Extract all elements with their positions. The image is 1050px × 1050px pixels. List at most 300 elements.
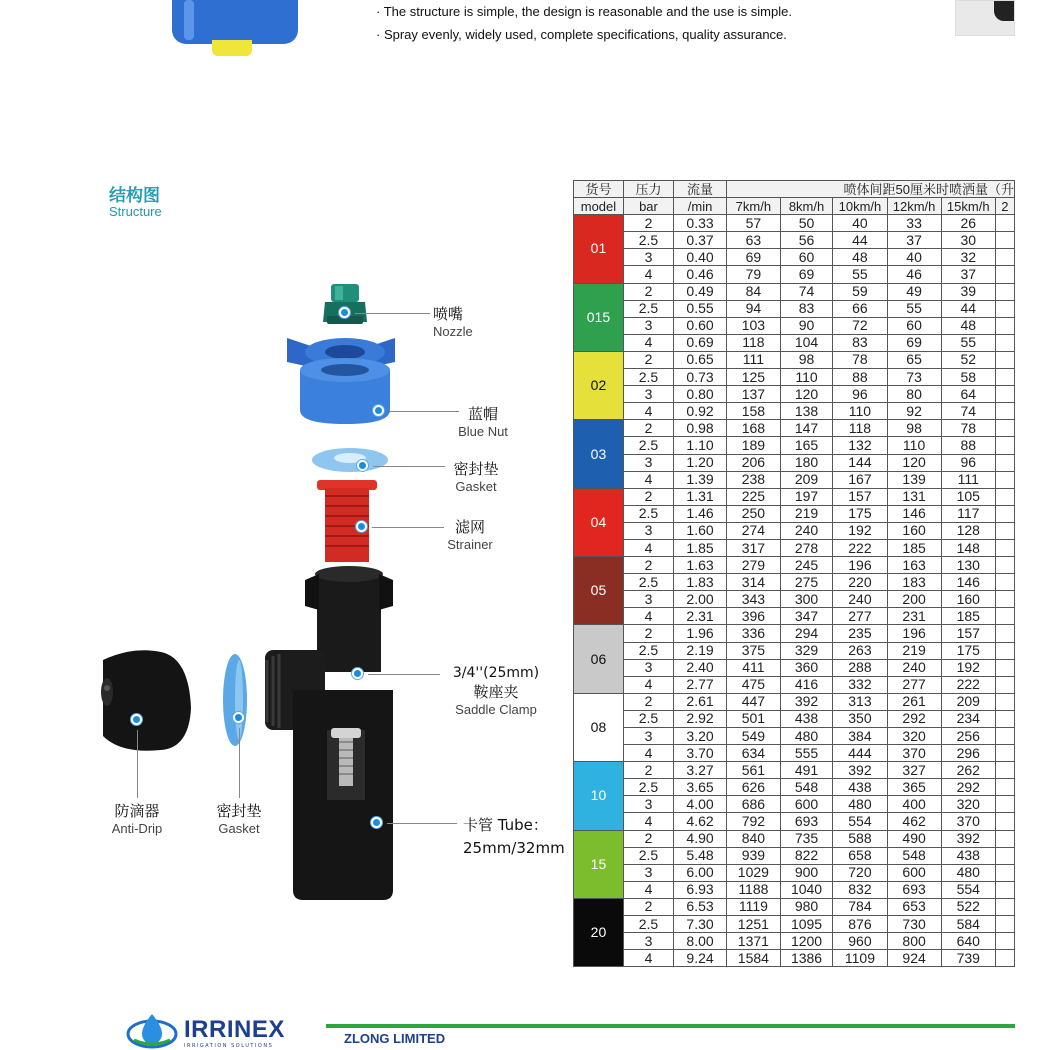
water-drop-icon <box>126 1010 178 1050</box>
table-cell: 0.49 <box>674 283 727 300</box>
table-cell: 329 <box>780 642 833 659</box>
table-cell: 1.20 <box>674 454 727 471</box>
table-cell: 0.46 <box>674 266 727 283</box>
table-cell: 4.00 <box>674 796 727 813</box>
table-cell: 3 <box>623 386 673 403</box>
table-cell: 800 <box>887 933 941 950</box>
table-cell: 1.60 <box>674 522 727 539</box>
table-cell: 2.92 <box>674 710 727 727</box>
table-cell: 4.62 <box>674 813 727 830</box>
table-cell: 118 <box>833 420 887 437</box>
table-cell: 292 <box>941 779 995 796</box>
model-cell: 03 <box>574 420 624 488</box>
table-cell: 3.20 <box>674 728 727 745</box>
table-cell: 370 <box>887 745 941 762</box>
speed-header: 15km/h <box>941 198 995 215</box>
table-cell: 146 <box>941 574 995 591</box>
table-cell-clipped <box>995 505 1014 522</box>
strainer-label: 滤网 Strainer <box>447 518 493 552</box>
table-cell: 30 <box>941 232 995 249</box>
table-cell: 2 <box>623 283 673 300</box>
table-cell: 2 <box>623 557 673 574</box>
table-cell: 48 <box>941 317 995 334</box>
table-row <box>574 522 1015 539</box>
table-cell: 189 <box>727 437 781 454</box>
table-cell: 2 <box>623 351 673 368</box>
table-cell: 653 <box>887 898 941 915</box>
table-row <box>574 608 1015 625</box>
table-cell: 2.5 <box>623 505 673 522</box>
table-cell: 2.5 <box>623 437 673 454</box>
table-cell-clipped <box>995 710 1014 727</box>
table-cell-clipped <box>995 283 1014 300</box>
table-cell: 0.33 <box>674 215 727 232</box>
table-cell: 640 <box>941 933 995 950</box>
table-cell: 939 <box>727 847 781 864</box>
table-cell: 3 <box>623 522 673 539</box>
table-row <box>574 539 1015 556</box>
table-cell: 1119 <box>727 898 781 915</box>
table-row <box>574 300 1015 317</box>
table-row <box>574 864 1015 881</box>
speed-header: 7km/h <box>727 198 781 215</box>
table-cell: 175 <box>833 505 887 522</box>
model-cell: 08 <box>574 693 624 761</box>
footer-divider <box>326 1024 1015 1028</box>
table-cell: 384 <box>833 728 887 745</box>
table-cell: 146 <box>887 505 941 522</box>
table-cell: 157 <box>941 625 995 642</box>
table-cell: 262 <box>941 762 995 779</box>
table-cell: 4 <box>623 745 673 762</box>
table-cell: 40 <box>833 215 887 232</box>
table-cell: 3.27 <box>674 762 727 779</box>
table-cell-clipped <box>995 779 1014 796</box>
table-cell: 327 <box>887 762 941 779</box>
table-cell: 279 <box>727 557 781 574</box>
table-cell: 876 <box>833 916 887 933</box>
table-cell: 55 <box>887 300 941 317</box>
table-cell: 336 <box>727 625 781 642</box>
table-cell: 739 <box>941 950 995 967</box>
table-cell-clipped <box>995 625 1014 642</box>
table-cell: 157 <box>833 488 887 505</box>
table-cell: 491 <box>780 762 833 779</box>
table-row <box>574 403 1015 420</box>
table-cell: 4 <box>623 539 673 556</box>
table-cell: 92 <box>887 403 941 420</box>
table-cell-clipped <box>995 796 1014 813</box>
table-cell: 4 <box>623 950 673 967</box>
table-cell: 0.98 <box>674 420 727 437</box>
saddle-clamp-label: 3/4''(25mm) 鞍座夹 Saddle Clamp <box>452 665 540 717</box>
structure-title-en: Structure <box>109 204 162 219</box>
table-cell: 60 <box>780 249 833 266</box>
table-cell: 80 <box>887 386 941 403</box>
table-cell: 658 <box>833 847 887 864</box>
table-cell: 784 <box>833 898 887 915</box>
table-row <box>574 266 1015 283</box>
table-cell: 3 <box>623 317 673 334</box>
table-cell: 2 <box>623 488 673 505</box>
table-cell: 167 <box>833 471 887 488</box>
company-name: ZLONG LIMITED <box>344 1031 446 1046</box>
table-cell: 438 <box>780 710 833 727</box>
table-cell: 183 <box>887 574 941 591</box>
table-cell: 300 <box>780 591 833 608</box>
table-cell: 98 <box>780 351 833 368</box>
table-row <box>574 437 1015 454</box>
table-cell: 3.65 <box>674 779 727 796</box>
table-row <box>574 317 1015 334</box>
table-cell: 600 <box>780 796 833 813</box>
table-cell: 163 <box>887 557 941 574</box>
table-cell: 588 <box>833 830 887 847</box>
table-cell: 55 <box>833 266 887 283</box>
table-cell: 2 <box>623 215 673 232</box>
table-cell-clipped <box>995 881 1014 898</box>
table-cell: 2 <box>623 625 673 642</box>
table-cell: 4 <box>623 403 673 420</box>
table-cell: 222 <box>833 539 887 556</box>
table-cell: 55 <box>941 334 995 351</box>
table-body <box>574 215 1015 967</box>
table-cell: 4 <box>623 266 673 283</box>
table-cell: 626 <box>727 779 781 796</box>
table-cell: 4 <box>623 676 673 693</box>
model-cell: 05 <box>574 557 624 625</box>
table-cell: 37 <box>941 266 995 283</box>
table-row <box>574 283 1015 300</box>
table-cell: 111 <box>941 471 995 488</box>
table-cell: 411 <box>727 659 781 676</box>
table-cell: 274 <box>727 522 781 539</box>
table-cell: 44 <box>941 300 995 317</box>
table-row <box>574 950 1015 967</box>
table-cell: 7.30 <box>674 916 727 933</box>
table-cell-clipped <box>995 300 1014 317</box>
table-cell: 2.5 <box>623 642 673 659</box>
table-cell: 444 <box>833 745 887 762</box>
table-cell: 320 <box>941 796 995 813</box>
gasket-label: 密封垫 Gasket <box>453 460 499 494</box>
table-cell: 924 <box>887 950 941 967</box>
table-cell: 64 <box>941 386 995 403</box>
table-cell-clipped <box>995 728 1014 745</box>
speed-header: 2 <box>995 198 1014 215</box>
table-row <box>574 334 1015 351</box>
table-cell: 49 <box>887 283 941 300</box>
table-cell: 3 <box>623 796 673 813</box>
table-cell: 209 <box>941 693 995 710</box>
table-cell: 693 <box>887 881 941 898</box>
side-gasket-label: 密封垫 Gasket <box>216 802 262 836</box>
table-row <box>574 351 1015 368</box>
table-cell: 66 <box>833 300 887 317</box>
table-cell: 277 <box>833 608 887 625</box>
model-cell: 10 <box>574 762 624 830</box>
table-cell: 74 <box>780 283 833 300</box>
table-cell-clipped <box>995 847 1014 864</box>
table-cell-clipped <box>995 232 1014 249</box>
table-cell-clipped <box>995 557 1014 574</box>
table-cell: 200 <box>887 591 941 608</box>
table-cell: 120 <box>887 454 941 471</box>
table-cell: 561 <box>727 762 781 779</box>
table-cell: 554 <box>941 881 995 898</box>
table-cell: 288 <box>833 659 887 676</box>
table-cell: 137 <box>727 386 781 403</box>
table-cell: 296 <box>941 745 995 762</box>
table-cell: 196 <box>887 625 941 642</box>
table-cell: 730 <box>887 916 941 933</box>
table-cell: 63 <box>727 232 781 249</box>
anti-drip-label: 防滴器 Anti-Drip <box>111 802 163 836</box>
table-cell: 832 <box>833 881 887 898</box>
speed-header: 12km/h <box>887 198 941 215</box>
table-cell: 78 <box>833 351 887 368</box>
table-row <box>574 847 1015 864</box>
table-cell: 317 <box>727 539 781 556</box>
table-row <box>574 762 1015 779</box>
table-cell: 59 <box>833 283 887 300</box>
table-cell: 185 <box>887 539 941 556</box>
table-cell: 222 <box>941 676 995 693</box>
model-cell: 06 <box>574 625 624 693</box>
table-cell: 240 <box>780 522 833 539</box>
table-cell: 693 <box>780 813 833 830</box>
table-cell: 2.5 <box>623 574 673 591</box>
table-cell: 90 <box>780 317 833 334</box>
pressure-header-cn: 压力 <box>623 181 673 198</box>
table-cell: 206 <box>727 454 781 471</box>
spray-volume-header: 喷体间距50厘米时喷洒量（升 <box>727 181 1015 198</box>
table-cell: 219 <box>887 642 941 659</box>
table-cell-clipped <box>995 950 1014 967</box>
table-cell-clipped <box>995 693 1014 710</box>
table-cell: 278 <box>780 539 833 556</box>
table-cell: 46 <box>887 266 941 283</box>
table-cell: 110 <box>887 437 941 454</box>
table-cell: 1200 <box>780 933 833 950</box>
table-cell: 1.39 <box>674 471 727 488</box>
table-cell-clipped <box>995 522 1014 539</box>
table-cell: 314 <box>727 574 781 591</box>
table-cell: 263 <box>833 642 887 659</box>
table-cell: 196 <box>833 557 887 574</box>
table-cell: 240 <box>887 659 941 676</box>
table-cell: 792 <box>727 813 781 830</box>
table-cell: 980 <box>780 898 833 915</box>
table-cell: 250 <box>727 505 781 522</box>
structure-title-cn: 结构图 <box>109 186 160 206</box>
table-cell: 132 <box>833 437 887 454</box>
table-cell-clipped <box>995 266 1014 283</box>
table-row <box>574 728 1015 745</box>
table-cell: 138 <box>780 403 833 420</box>
table-row <box>574 625 1015 642</box>
table-cell-clipped <box>995 437 1014 454</box>
table-cell: 88 <box>833 369 887 386</box>
table-cell: 548 <box>887 847 941 864</box>
pressure-header-en: bar <box>623 198 673 215</box>
table-cell: 160 <box>887 522 941 539</box>
table-cell: 2 <box>623 898 673 915</box>
table-cell-clipped <box>995 591 1014 608</box>
table-cell: 313 <box>833 693 887 710</box>
table-cell: 69 <box>887 334 941 351</box>
table-cell-clipped <box>995 830 1014 847</box>
table-cell: 2.77 <box>674 676 727 693</box>
table-cell: 600 <box>887 864 941 881</box>
table-cell: 2.5 <box>623 847 673 864</box>
table-cell: 275 <box>780 574 833 591</box>
table-cell: 2.5 <box>623 300 673 317</box>
model-cell: 015 <box>574 283 624 351</box>
flow-header-en: /min <box>674 198 727 215</box>
table-cell: 8.00 <box>674 933 727 950</box>
table-cell: 185 <box>941 608 995 625</box>
table-cell: 6.00 <box>674 864 727 881</box>
table-cell-clipped <box>995 745 1014 762</box>
table-cell: 73 <box>887 369 941 386</box>
table-cell: 4.90 <box>674 830 727 847</box>
table-cell: 3 <box>623 591 673 608</box>
table-cell: 2.5 <box>623 232 673 249</box>
blue-nut-label: 蓝帽 Blue Nut <box>458 405 508 439</box>
table-cell: 1.10 <box>674 437 727 454</box>
table-cell: 26 <box>941 215 995 232</box>
table-cell: 3 <box>623 933 673 950</box>
table-cell: 1095 <box>780 916 833 933</box>
table-cell: 735 <box>780 830 833 847</box>
table-cell: 392 <box>833 762 887 779</box>
table-cell-clipped <box>995 215 1014 232</box>
table-cell: 438 <box>833 779 887 796</box>
table-cell: 2 <box>623 762 673 779</box>
table-cell: 294 <box>780 625 833 642</box>
table-cell-clipped <box>995 659 1014 676</box>
table-cell: 4 <box>623 334 673 351</box>
table-cell: 79 <box>727 266 781 283</box>
logo-subtitle: IRRIGATION SOLUTIONS <box>184 1043 274 1049</box>
speed-header: 8km/h <box>780 198 833 215</box>
table-cell: 332 <box>833 676 887 693</box>
table-cell: 33 <box>887 215 941 232</box>
table-cell: 120 <box>780 386 833 403</box>
table-cell: 522 <box>941 898 995 915</box>
table-row <box>574 779 1015 796</box>
table-cell-clipped <box>995 420 1014 437</box>
table-cell: 131 <box>887 488 941 505</box>
table-cell: 1040 <box>780 881 833 898</box>
table-cell: 148 <box>941 539 995 556</box>
speed-header: 10km/h <box>833 198 887 215</box>
table-cell: 501 <box>727 710 781 727</box>
table-row <box>574 916 1015 933</box>
table-cell: 110 <box>780 369 833 386</box>
table-cell: 1.83 <box>674 574 727 591</box>
table-cell: 240 <box>833 591 887 608</box>
table-row <box>574 557 1015 574</box>
table-cell: 2 <box>623 420 673 437</box>
table-cell: 40 <box>887 249 941 266</box>
table-cell-clipped <box>995 369 1014 386</box>
table-cell: 78 <box>941 420 995 437</box>
table-cell: 94 <box>727 300 781 317</box>
model-header-cn: 货号 <box>574 181 624 198</box>
table-cell-clipped <box>995 351 1014 368</box>
table-cell: 256 <box>941 728 995 745</box>
table-cell: 1188 <box>727 881 781 898</box>
table-cell: 4 <box>623 608 673 625</box>
table-cell: 209 <box>780 471 833 488</box>
table-cell: 1.96 <box>674 625 727 642</box>
table-cell: 104 <box>780 334 833 351</box>
table-cell: 2.5 <box>623 916 673 933</box>
table-row <box>574 898 1015 915</box>
nozzle-label: 喷嘴 Nozzle <box>433 305 473 339</box>
table-cell: 1.85 <box>674 539 727 556</box>
table-cell: 2.5 <box>623 779 673 796</box>
table-cell-clipped <box>995 539 1014 556</box>
table-cell: 139 <box>887 471 941 488</box>
table-cell: 192 <box>941 659 995 676</box>
table-cell: 158 <box>727 403 781 420</box>
model-cell: 20 <box>574 898 624 966</box>
table-cell: 98 <box>887 420 941 437</box>
table-cell: 5.48 <box>674 847 727 864</box>
table-cell: 3 <box>623 249 673 266</box>
feature-line: · The structure is simple, the design is reasonable and the use is simple. <box>376 4 792 19</box>
irrinex-logo <box>126 1010 296 1050</box>
table-cell: 292 <box>887 710 941 727</box>
table-row <box>574 813 1015 830</box>
table-cell: 192 <box>833 522 887 539</box>
table-cell: 480 <box>833 796 887 813</box>
table-cell: 165 <box>780 437 833 454</box>
table-cell: 60 <box>887 317 941 334</box>
table-cell: 1.31 <box>674 488 727 505</box>
table-cell: 3 <box>623 728 673 745</box>
table-cell: 475 <box>727 676 781 693</box>
table-row <box>574 591 1015 608</box>
table-cell: 44 <box>833 232 887 249</box>
table-row <box>574 574 1015 591</box>
table-cell: 96 <box>941 454 995 471</box>
table-cell: 168 <box>727 420 781 437</box>
table-cell-clipped <box>995 249 1014 266</box>
table-cell: 1386 <box>780 950 833 967</box>
table-cell: 555 <box>780 745 833 762</box>
table-cell: 554 <box>833 813 887 830</box>
table-cell: 56 <box>780 232 833 249</box>
table-cell: 320 <box>887 728 941 745</box>
table-cell: 6.93 <box>674 881 727 898</box>
table-cell: 128 <box>941 522 995 539</box>
table-cell: 2.5 <box>623 710 673 727</box>
table-cell: 2.5 <box>623 369 673 386</box>
table-cell: 365 <box>887 779 941 796</box>
table-cell: 261 <box>887 693 941 710</box>
table-cell: 447 <box>727 693 781 710</box>
table-cell: 58 <box>941 369 995 386</box>
table-cell: 2.40 <box>674 659 727 676</box>
table-cell: 117 <box>941 505 995 522</box>
table-cell: 0.65 <box>674 351 727 368</box>
table-cell: 3.70 <box>674 745 727 762</box>
table-cell: 111 <box>727 351 781 368</box>
